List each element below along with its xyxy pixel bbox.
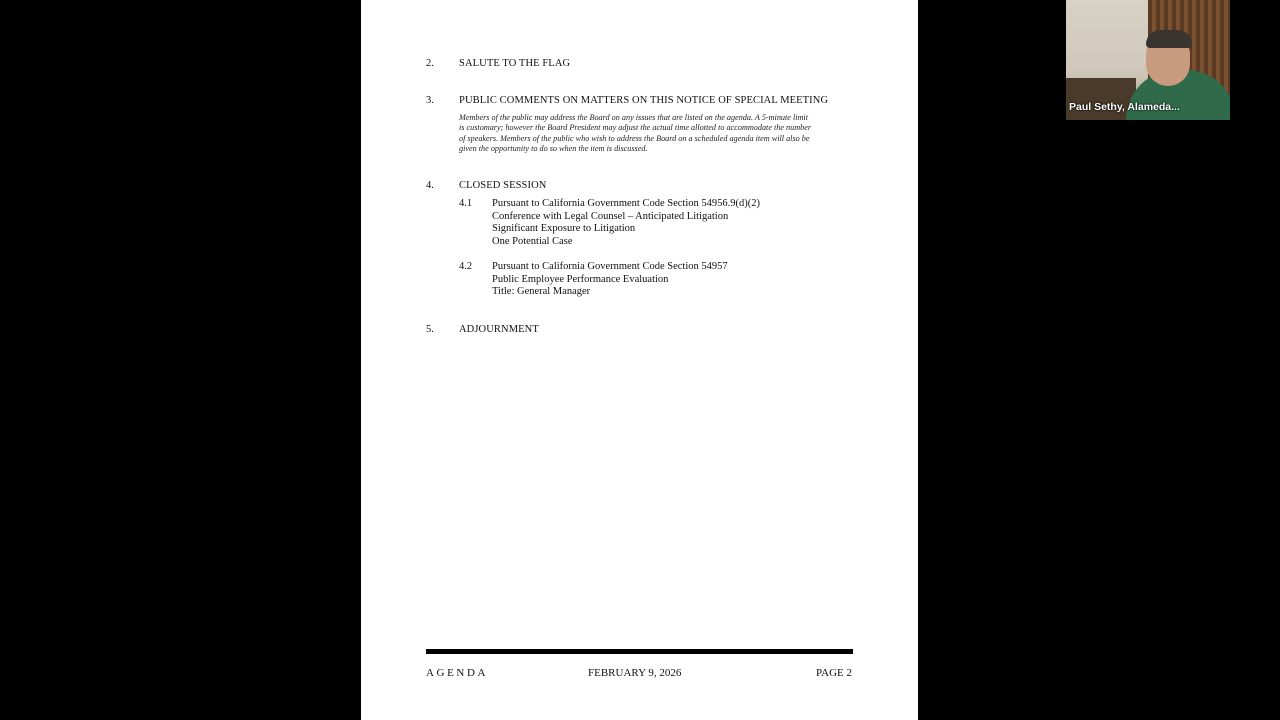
agenda-item-title: PUBLIC COMMENTS ON MATTERS ON THIS NOTICE OF SPECIAL MEETING [459,95,829,106]
agenda-item-title: CLOSED SESSION [459,180,547,191]
note-line: is customary; however the Board President may adjust the actual time allotted to accommodate the number [459,123,812,133]
sub-item-line: One Potential Case [492,235,573,247]
footer-divider [426,649,853,654]
sub-item-line: Pursuant to California Government Code Section 54956.9(d)(2) [492,198,760,209]
sub-item-number: 4.1 [459,198,473,209]
agenda-item-number: 5. [426,324,434,335]
shared-document-page [361,0,918,720]
agenda-item-number: 2. [426,58,434,69]
agenda-item-number: 4. [426,180,434,191]
agenda-item-title: ADJOURNMENT [459,324,539,335]
participant-name-label: Paul Sethy, Alameda... [1069,101,1180,113]
sub-item-line: Significant Exposure to Litigation [492,223,636,235]
footer-date: FEBRUARY 9, 2026 [588,667,682,679]
participant-hair [1146,30,1192,48]
agenda-item-number: 3. [426,95,434,106]
public-comments-note [459,113,857,155]
note-line: of speakers. Members of the public who wish to address the Board on a scheduled agenda item will also be [459,133,810,143]
sub-item-line: Public Employee Performance Evaluation [492,273,669,285]
sub-item-number: 4.2 [459,261,473,272]
sub-item-text [492,198,760,248]
note-line: given the opportunity to do so when the item is discussed. [459,144,648,154]
sub-item-line: Title: General Manager [492,286,591,298]
sub-item-line: Pursuant to California Government Code Section 54957 [492,261,728,272]
footer-page-number: PAGE 2 [816,667,852,679]
sub-item-text [492,261,728,299]
participant-video-tile[interactable] [1066,0,1230,120]
sub-item-line: Conference with Legal Counsel – Anticipated Litigation [492,210,729,222]
agenda-item-title: SALUTE TO THE FLAG [459,58,571,69]
footer-agenda-label: AGENDA [426,667,489,679]
note-line: Members of the public may address the Board on any issues that are listed on the agenda. A 5-minute limit [459,113,808,122]
